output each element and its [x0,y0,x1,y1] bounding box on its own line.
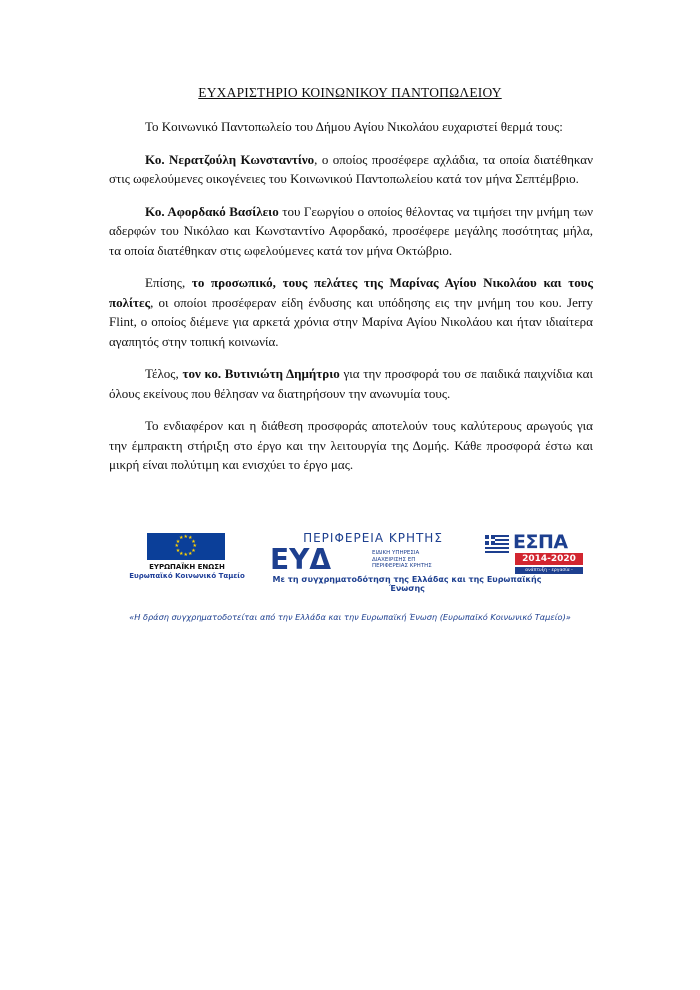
eu-star-icon: ★ [188,551,193,557]
eu-star-icon: ★ [188,536,193,542]
body-paragraph [109,150,593,189]
paragraph-text: του Γεωργίου ο οποίος θέλοντας να τιμήσει την μνήμη των αδερφών του Νικόλαο και Κωνσταντίνο Αφορδακό, προσέφερε μεγάλης ποσότητας μήλα, τα οποία διατέθηκαν στις ωφελούμενες κατά τον μήνα Οκτώβριο. [109,203,594,258]
paragraph-text: Το ενδιαφέρον και η διάθεση προσφοράς αποτελούν τους καλύτερους αρωγούς για την έμπρακτη στήριξη στο έργο και την λειτουργία της Δομής. Κάθε προσφορά έστω και μικρή είναι πολύτιμη και ενισχύει το έργο μας. [109,418,593,472]
paragraph-text: , οι οποίοι προσέφεραν είδη ένδυσης και υπόδησης εις την μνήμη του κου. Jerry Flint, ο οποίος διέμενε για αρκετά χρόνια στην Μαρίνα Αγίου Νικολάου και ήταν ιδιαίτερα αγαπητός στην τοπική κοινωνία. [109,294,593,349]
bold-text: Κο. Αφορδακό Βασίλειο [145,203,279,219]
eyd-logo-mark: ΕΥΔ [270,545,332,571]
bold-text: το προσωπικό, τους πελάτες της Μαρίνας Αγίου Νικολάου και τους πολίτες [109,275,593,310]
eu-star-icon: ★ [179,536,184,542]
eu-star-icon: ★ [192,544,197,549]
eu-star-icon: ★ [174,544,179,549]
bold-text: τον κο. Βυτινιώτη Δημήτριο [182,366,340,381]
espa-logo-word: ΕΣΠΑ [513,531,568,553]
espa-logo-slogan: ανάπτυξη - εργασία - αλληλεγγύη [515,567,583,574]
body-paragraph [109,273,593,351]
body-paragraph [109,364,593,403]
eyd-subtext-line: ΕΙΔΙΚΗ ΥΠΗΡΕΣΙΑ [372,550,420,556]
eu-star-icon: ★ [183,553,188,558]
eu-flag-icon [147,533,225,560]
eu-star-icon: ★ [191,548,196,554]
eyd-subtext-line: ΠΕΡΙΦΕΡΕΙΑΣ ΚΡΗΤΗΣ [372,563,432,569]
eu-logo-line2: Ευρωπαϊκό Κοινωνικό Ταμείο [129,572,245,580]
paragraph-text: Τέλος, [145,366,183,381]
footer-note: «Η δράση συγχρηματοδοτείται από την Ελλάδα και την Ευρωπαϊκή Ένωση (Ευρωπαϊκό Κοινωνικό Ταμείο)» [129,612,571,622]
eyd-subtext-line: ΔΙΑΧΕΙΡΙΣΗΣ ΕΠ [372,556,416,563]
paragraph-text: Επίσης, [145,275,192,290]
espa-logo [485,531,587,579]
paragraph-text: για την προσφορά του σε παιδικά παιχνίδια και όλους εκείνους που θέλησαν να διατηρήσουν την ανωνυμία τους. [109,366,593,401]
greek-flag-icon [485,535,509,553]
eyd-logo-subtext [372,550,482,570]
eu-star-icon: ★ [179,551,184,557]
espa-logo-years: 2014-2020 [515,553,583,565]
eu-logo-line1: ΕΥΡΩΠΑΪΚΗ ΕΝΩΣΗ [149,563,225,571]
document-title: ΕΥΧΑΡΙΣΤΗΡΙΟ ΚΟΙΝΩΝΙΚΟΥ ΠΑΝΤΟΠΩΛΕΙΟΥ [198,85,502,100]
cofinance-statement: Με τη συγχρηματοδότηση της Ελλάδας και της Ευρωπαϊκής Ένωσης [272,575,542,593]
eu-star-icon: ★ [191,539,196,545]
eu-star-icon: ★ [183,535,188,540]
body-paragraph [109,202,593,261]
eu-star-icon: ★ [175,548,181,554]
eu-star-icon: ★ [175,539,181,545]
paragraph-text: , ο οποίος προσέφερε αχλάδια, τα οποία διατέθηκαν στις ωφελούμενες οικογένειες του Κοινωνικού Παντοπωλείου κατά τον μήνα Σεπτέμβριο. [109,151,593,186]
paragraph-text: Το Κοινωνικό Παντοπωλείο του Δήμου Αγίου Νικολάου ευχαριστεί θερμά τους: [145,119,563,134]
body-paragraph [109,117,593,137]
bold-text: Κο. Νερατζούλη Κωνσταντίνο [145,151,315,167]
body-paragraph [109,416,593,475]
region-logo-title: ΠΕΡΙΦΕΡΕΙΑ ΚΡΗΤΗΣ [303,531,443,545]
document-body [109,117,593,488]
eyd-logo-icon [270,545,370,571]
